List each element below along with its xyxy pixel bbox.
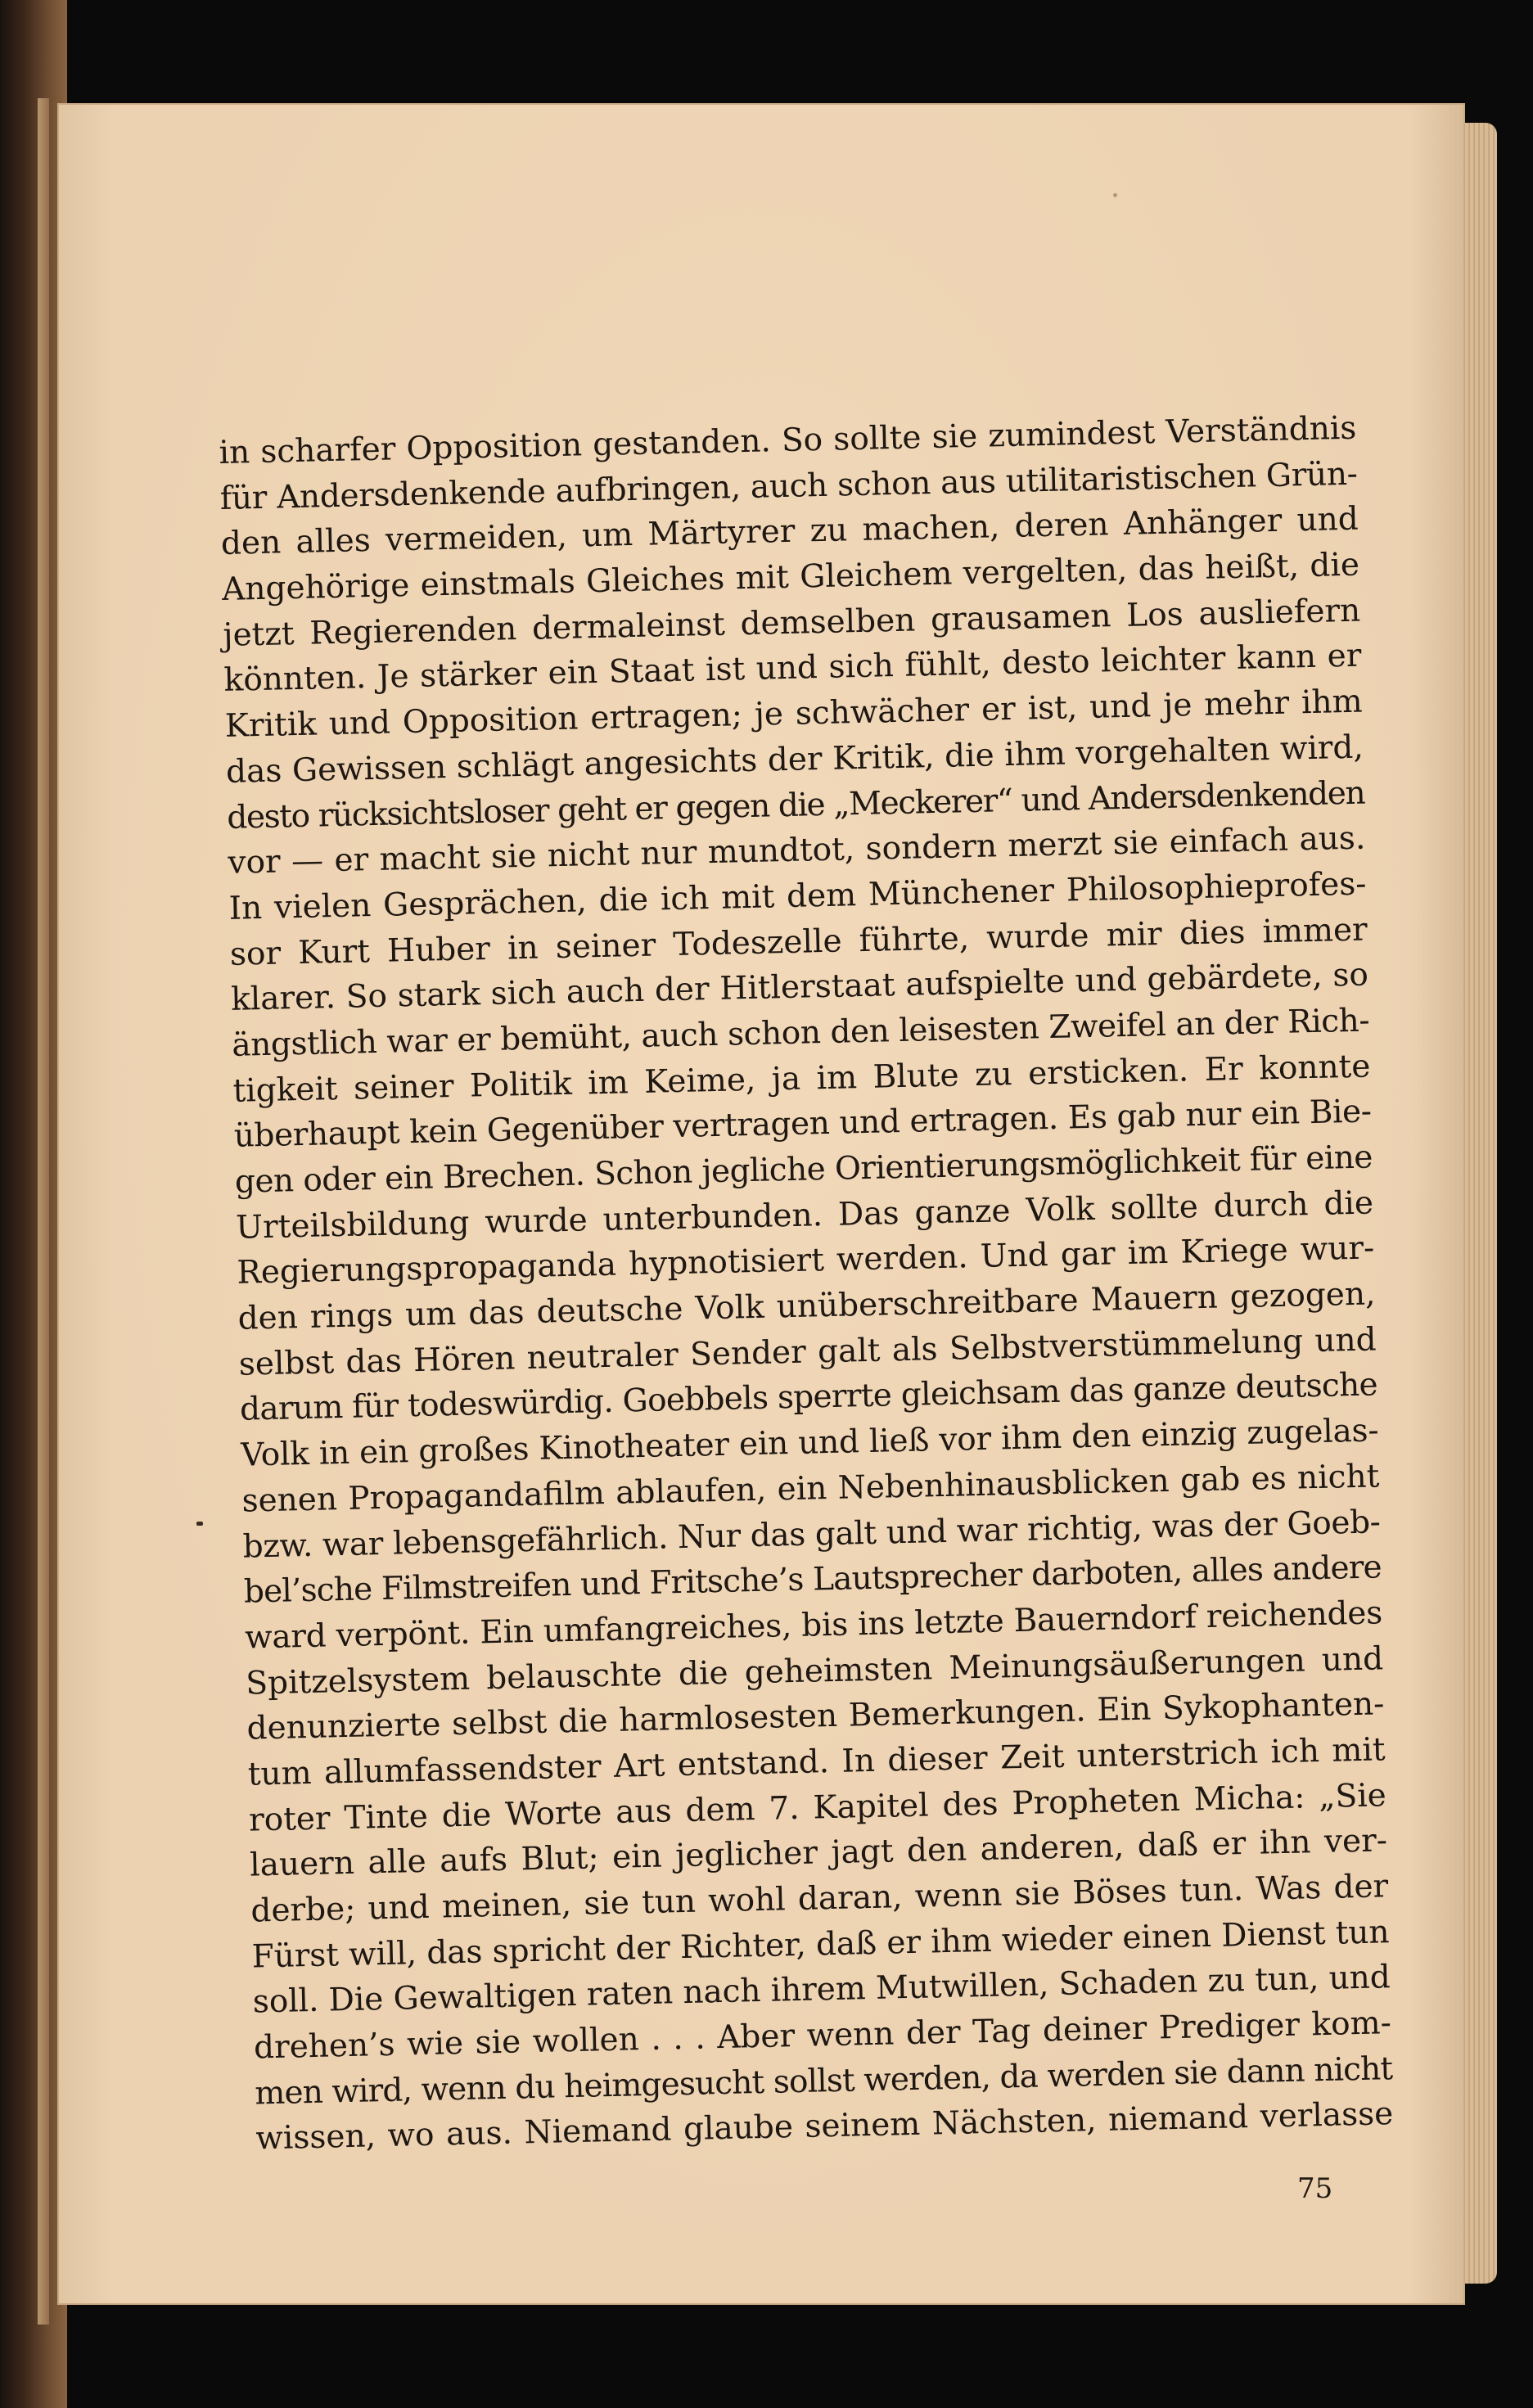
paper-speck — [1113, 193, 1117, 197]
text-line: könnten. Je stärker ein Staat ist und sich fühlt, desto leichter kann er — [223, 638, 1362, 700]
text-line: klarer. So stark sich auch der Hitlerstaat aufspielte und gebärdete, so — [230, 956, 1369, 1019]
book-page — [57, 103, 1465, 2305]
text-line: Fürst will, das spricht der Richter, daß er ihm wieder einen Dienst tun — [251, 1913, 1390, 1976]
text-line: selbst das Hören neutraler Sender galt als Selbstverstümmelung und — [238, 1321, 1377, 1383]
text-line: Urteilsbildung wurde unterbunden. Das ganze Volk sollte durch die — [235, 1184, 1374, 1247]
text-line: soll. Die Gewaltigen raten nach ihrem Mutwillen, Schaden zu tun, und — [252, 1959, 1391, 2021]
text-line: jetzt Regierenden dermaleinst demselben grausamen Los ausliefern — [222, 592, 1361, 654]
text-line: den alles vermeiden, um Märtyrer zu machen, deren Anhänger und — [220, 501, 1359, 563]
text-line: überhaupt kein Gegenüber vertragen und ertragen. Es gab nur ein Bie- — [233, 1093, 1372, 1156]
text-line: senen Propagandafilm ablaufen, ein Nebenhinausblicken gab es nicht — [241, 1458, 1380, 1520]
text-line: sor Kurt Huber in seiner Todeszelle führte, wurde mir dies immer — [229, 911, 1368, 973]
text-line: bel’sche Filmstreifen und Fritsche’s Lautsprecher darboten, alles andere — [243, 1549, 1382, 1611]
text-line: derbe; und meinen, sie tun wohl daran, wenn sie Böses tun. Was der — [250, 1868, 1389, 1930]
text-line: In vielen Gesprächen, die ich mit dem Münchener Philosophieprofes- — [228, 865, 1367, 927]
binding-edge — [38, 98, 49, 2325]
text-line: das Gewissen schlägt angesichts der Kritik, die ihm vorgehalten wird, — [225, 728, 1364, 791]
text-line: bzw. war lebensgefährlich. Nur das galt und war richtig, was der Goeb- — [242, 1503, 1381, 1566]
text-line: in scharfer Opposition gestanden. So sollte sie zumindest Verständnis — [219, 409, 1357, 471]
text-line: ängstlich war er bemüht, auch schon den leisesten Zweifel an der Rich- — [231, 1002, 1370, 1064]
body-text — [219, 406, 1394, 2162]
text-line: wissen, wo aus. Niemand glaube seinem Nächsten, niemand verlasse — [255, 2095, 1394, 2158]
text-line: den rings um das deutsche Volk unüberschreitbare Mauern gezogen, — [237, 1275, 1376, 1337]
text-line: darum für todeswürdig. Goebbels sperrte gleichsam das ganze deutsche — [239, 1366, 1378, 1429]
text-line: Volk in ein großes Kinotheater ein und ließ vor ihm den einzig zugelas- — [240, 1412, 1379, 1474]
text-line: tum allumfassendster Art entstand. In dieser Zeit unterstrich ich mit — [247, 1731, 1386, 1793]
text-line: roter Tinte die Worte aus dem 7. Kapitel des Propheten Micha: „Sie — [248, 1776, 1387, 1839]
text-line: für Andersdenkende aufbringen, auch schon aus utilitaristischen Grün- — [219, 455, 1358, 517]
text-line: men wird, wenn du heimgesucht sollst werden, da werden sie dann nicht — [254, 2050, 1393, 2113]
text-line: gen oder ein Brechen. Schon jegliche Orientierungsmöglichkeit für eine — [234, 1139, 1373, 1201]
text-line: ward verpönt. Ein umfangreiches, bis ins letzte Bauerndorf reichendes — [244, 1594, 1383, 1657]
margin-mark — [196, 1522, 203, 1526]
page-fore-edge — [1461, 123, 1497, 2284]
text-line: Kritik und Opposition ertragen; je schwächer er ist, und je mehr ihm — [224, 683, 1364, 746]
text-line: drehen’s wie sie wollen . . . Aber wenn der Tag deiner Prediger kom- — [253, 2004, 1392, 2067]
text-line: tigkeit seiner Politik im Keime, ja im Blute zu ersticken. Er konnte — [232, 1048, 1371, 1110]
text-line: vor — er macht sie nicht nur mundtot, sondern merzt sie einfach aus. — [228, 819, 1366, 882]
text-line: Regierungspropaganda hypnotisiert werden. Und gar im Kriege wur- — [236, 1229, 1375, 1292]
text-line: lauern alle aufs Blut; ein jeglicher jagt den anderen, daß er ihn ver- — [249, 1822, 1388, 1884]
text-line: denunzierte selbst die harmlosesten Bemerkungen. Ein Sykophanten- — [246, 1685, 1385, 1747]
text-line: Angehörige einstmals Gleiches mit Gleichem vergelten, das heißt, die — [221, 546, 1360, 609]
text-line: Spitzelsystem belauschte die geheimsten Meinungsäußerungen und — [245, 1639, 1384, 1702]
text-line: desto rücksichtsloser geht er gegen die „Meckerer“ und Andersdenkenden — [226, 774, 1365, 836]
page-number: 75 — [1297, 2172, 1333, 2205]
